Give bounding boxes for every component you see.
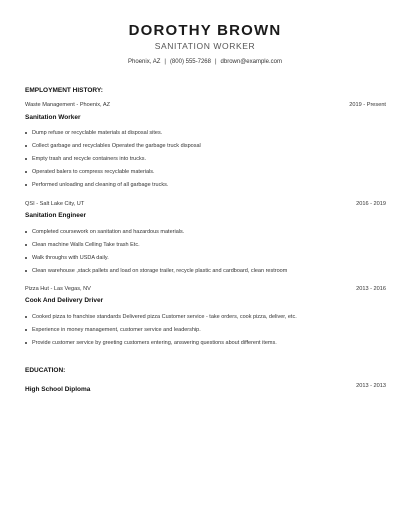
- bullet-icon: [25, 270, 27, 272]
- job-company: Pizza Hut - Las Vegas, NV: [25, 286, 91, 292]
- contact-phone: (800) 555-7268: [169, 59, 211, 65]
- contact-separator: |: [214, 59, 217, 65]
- bullet-icon: [25, 184, 27, 186]
- job-title: Cook And Delivery Driver: [25, 297, 104, 304]
- list-item: Clean warehouse ,stack pallets and load on storage trailer, recycle plastic and cardboard, clean restroom: [25, 268, 385, 281]
- list-item: Collect garbage and recyclables Operated the garbage truck disposal: [25, 143, 385, 156]
- list-item: Experience in money management, customer service and leadership.: [25, 327, 385, 340]
- job-dates: 2016 - 2019: [356, 201, 386, 207]
- list-item: Performed unloading and cleaning of all garbage trucks.: [25, 182, 385, 195]
- job-company: QSI - Salt Lake City, UT: [25, 201, 85, 207]
- bullet-icon: [25, 145, 27, 147]
- bullet-icon: [25, 316, 27, 318]
- job-meta: [25, 286, 386, 292]
- education-dates: 2013 - 2013: [356, 383, 386, 389]
- list-item: Dump refuse or recyclable materials at disposal sites.: [25, 130, 385, 143]
- bullet-icon: [25, 132, 27, 134]
- contact-line: [0, 59, 410, 65]
- job-company: Waste Management - Phoenix, AZ: [25, 102, 110, 108]
- bullet-icon: [25, 231, 27, 233]
- job-title: Sanitation Engineer: [25, 212, 87, 219]
- bullet-icon: [25, 171, 27, 173]
- bullet-icon: [25, 257, 27, 259]
- list-item: Clean machine Walls Celling Take trash Etc.: [25, 242, 385, 255]
- bullet-icon: [25, 244, 27, 246]
- list-item: Operated balers to compress recyclable materials.: [25, 169, 385, 182]
- education-heading: EDUCATION:: [25, 367, 66, 374]
- candidate-title: SANITATION WORKER: [154, 41, 256, 51]
- job-meta: [25, 201, 386, 207]
- bullet-icon: [25, 158, 27, 160]
- bullet-icon: [25, 342, 27, 344]
- job-bullet-list: [25, 314, 385, 353]
- job-meta: [25, 102, 386, 108]
- job-dates: 2019 - Present: [349, 102, 386, 108]
- list-item: Completed coursework on sanitation and hazardous materials.: [25, 229, 385, 242]
- job-title: Sanitation Worker: [25, 114, 81, 121]
- contact-email: dbrown@example.com: [220, 59, 282, 65]
- list-item: Provide customer service by greeting customers entering, answering questions about different items.: [25, 340, 385, 353]
- contact-location: Phoenix, AZ: [128, 59, 161, 65]
- job-bullet-list: [25, 229, 385, 281]
- bullet-icon: [25, 329, 27, 331]
- education-degree: High School Diploma: [25, 386, 91, 393]
- contact-separator: |: [164, 59, 166, 65]
- list-item: Walk throughs with USDA daily.: [25, 255, 385, 268]
- candidate-name: DOROTHY BROWN: [128, 22, 282, 39]
- employment-heading: EMPLOYMENT HISTORY:: [25, 87, 103, 94]
- job-dates: 2013 - 2016: [356, 286, 386, 292]
- job-bullet-list: [25, 130, 385, 195]
- list-item: Cooked pizza to franchise standards Delivered pizza Customer service - take orders, cook pizza, deliver, etc.: [25, 314, 385, 327]
- list-item: Empty trash and recycle containers into trucks.: [25, 156, 385, 169]
